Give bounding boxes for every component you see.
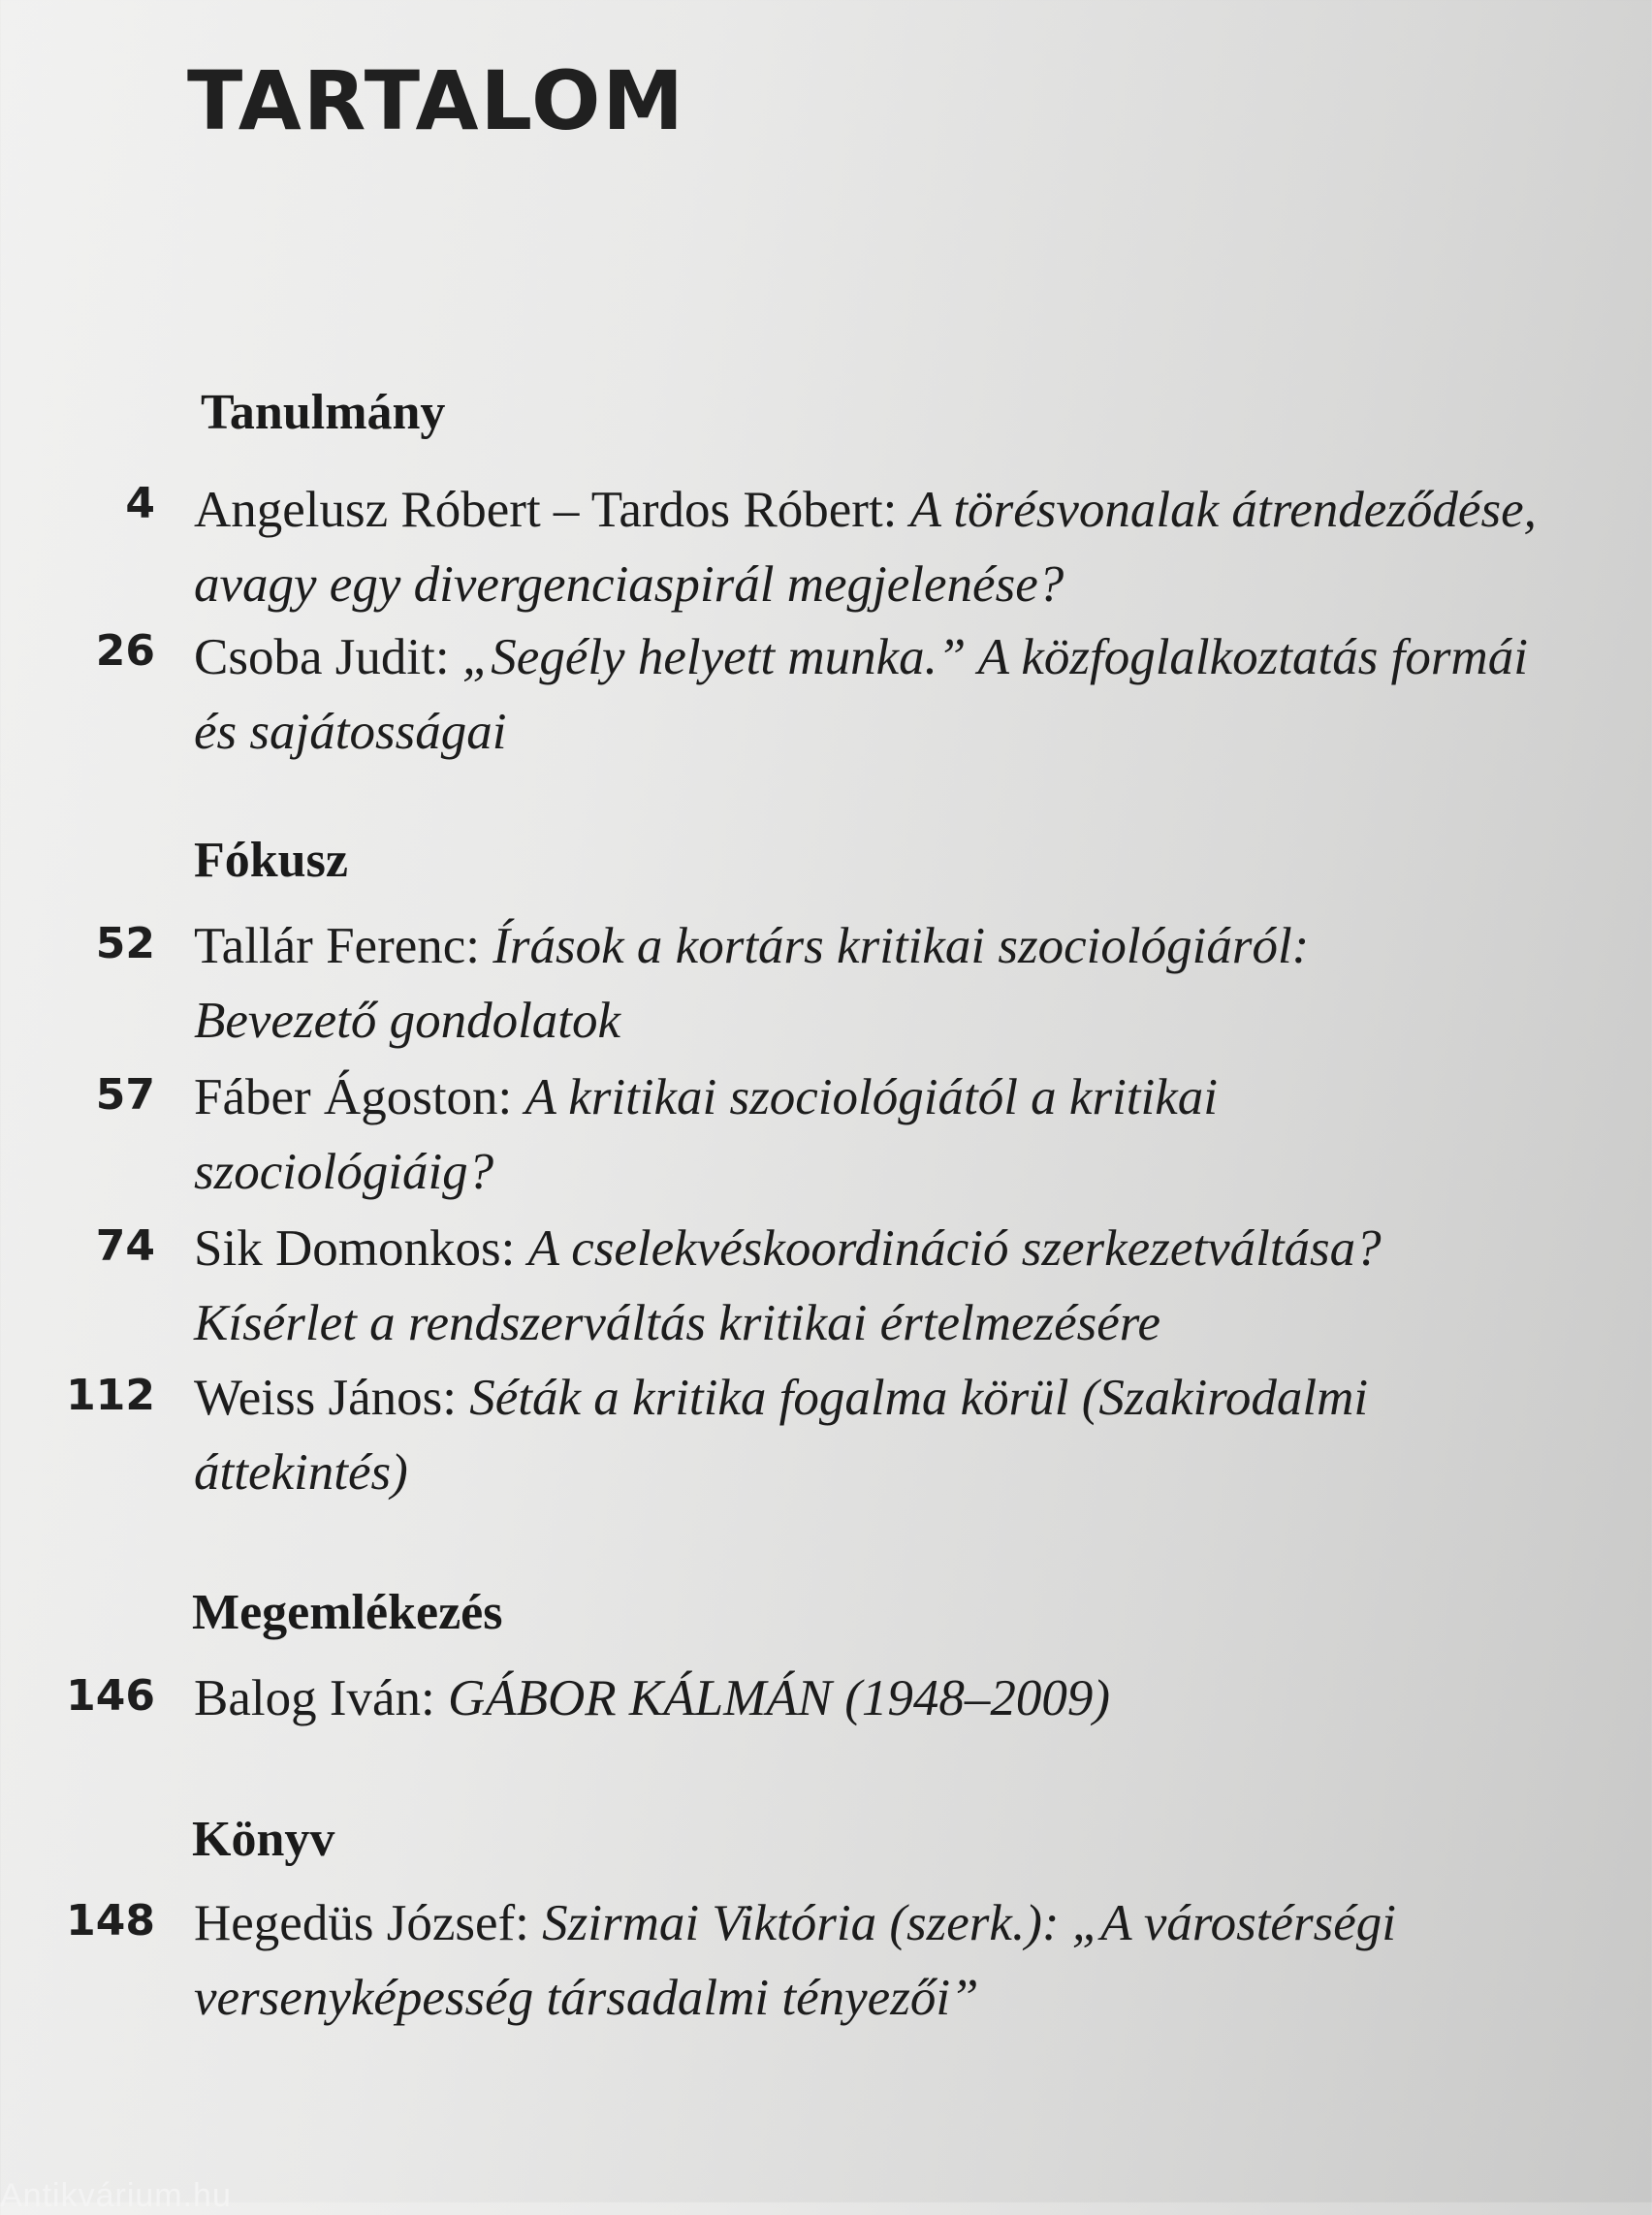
- entry-page-number: 146: [66, 1671, 155, 1721]
- entry-text: [194, 1886, 1454, 2036]
- entry-work-title: A kritikai szociológiától a kritikai szociológiáig?: [194, 1069, 1218, 1200]
- entry-text: [194, 909, 1454, 1059]
- entry-author: Angelusz Róbert – Tardos Róbert:: [194, 482, 910, 538]
- entry-author: Csoba Judit:: [194, 629, 462, 685]
- entry-page-number: 74: [95, 1221, 155, 1271]
- entry-work-title: „Segély helyett munka.” A közfoglalkoztatás formái és sajátosságai: [194, 629, 1528, 760]
- entry-page-number: 112: [66, 1371, 155, 1420]
- section-heading-tanulmany: Tanulmány: [201, 385, 446, 440]
- entry-text: [194, 1060, 1454, 1210]
- entry-work-title: Írások a kortárs kritikai szociológiáról: Bevezető gondolatok: [194, 918, 1310, 1049]
- entry-page-number: 26: [95, 626, 155, 676]
- entry-work-title: A törésvonalak átrendeződése, avagy egy divergenciaspirál megjelenése?: [194, 482, 1537, 613]
- entry-work-title: Szirmai Viktória (szerk.): „A várostérségi versenyképesség társadalmi tényezői”: [194, 1895, 1396, 2026]
- entry-author: Tallár Ferenc:: [194, 918, 493, 974]
- entry-text: [194, 473, 1551, 622]
- section-heading-fokusz: Fókusz: [194, 833, 348, 888]
- entry-text: [194, 1212, 1551, 1361]
- entry-author: Weiss János:: [194, 1370, 470, 1426]
- section-heading-megemlekezes: Megemlékezés: [192, 1585, 503, 1640]
- entry-author: Fáber Ágoston:: [194, 1069, 525, 1125]
- watermark: Antikvárium.hu: [0, 2177, 232, 2214]
- entry-page-number: 52: [95, 919, 155, 968]
- entry-author: Sik Domonkos:: [194, 1220, 528, 1277]
- entry-page-number: 148: [66, 1896, 155, 1946]
- entry-author: Balog Iván:: [194, 1670, 448, 1726]
- section-heading-konyv: Könyv: [192, 1812, 335, 1867]
- entry-work-title: GÁBOR KÁLMÁN (1948–2009): [448, 1670, 1111, 1726]
- entry-author: Hegedüs József:: [194, 1895, 543, 1951]
- entry-work-title: Séták a kritika fogalma körül (Szakirodalmi áttekintés): [194, 1370, 1369, 1501]
- entry-text: [194, 620, 1551, 770]
- entry-text: [194, 1661, 1551, 1736]
- entry-text: [194, 1361, 1551, 1510]
- entry-work-title: A cselekvéskoordináció szerkezetváltása? Kísérlet a rendszerváltás kritikai értelmezésére: [194, 1220, 1382, 1351]
- page-title: TARTALOM: [187, 53, 686, 148]
- entry-page-number: 4: [125, 479, 155, 528]
- entry-page-number: 57: [95, 1070, 155, 1120]
